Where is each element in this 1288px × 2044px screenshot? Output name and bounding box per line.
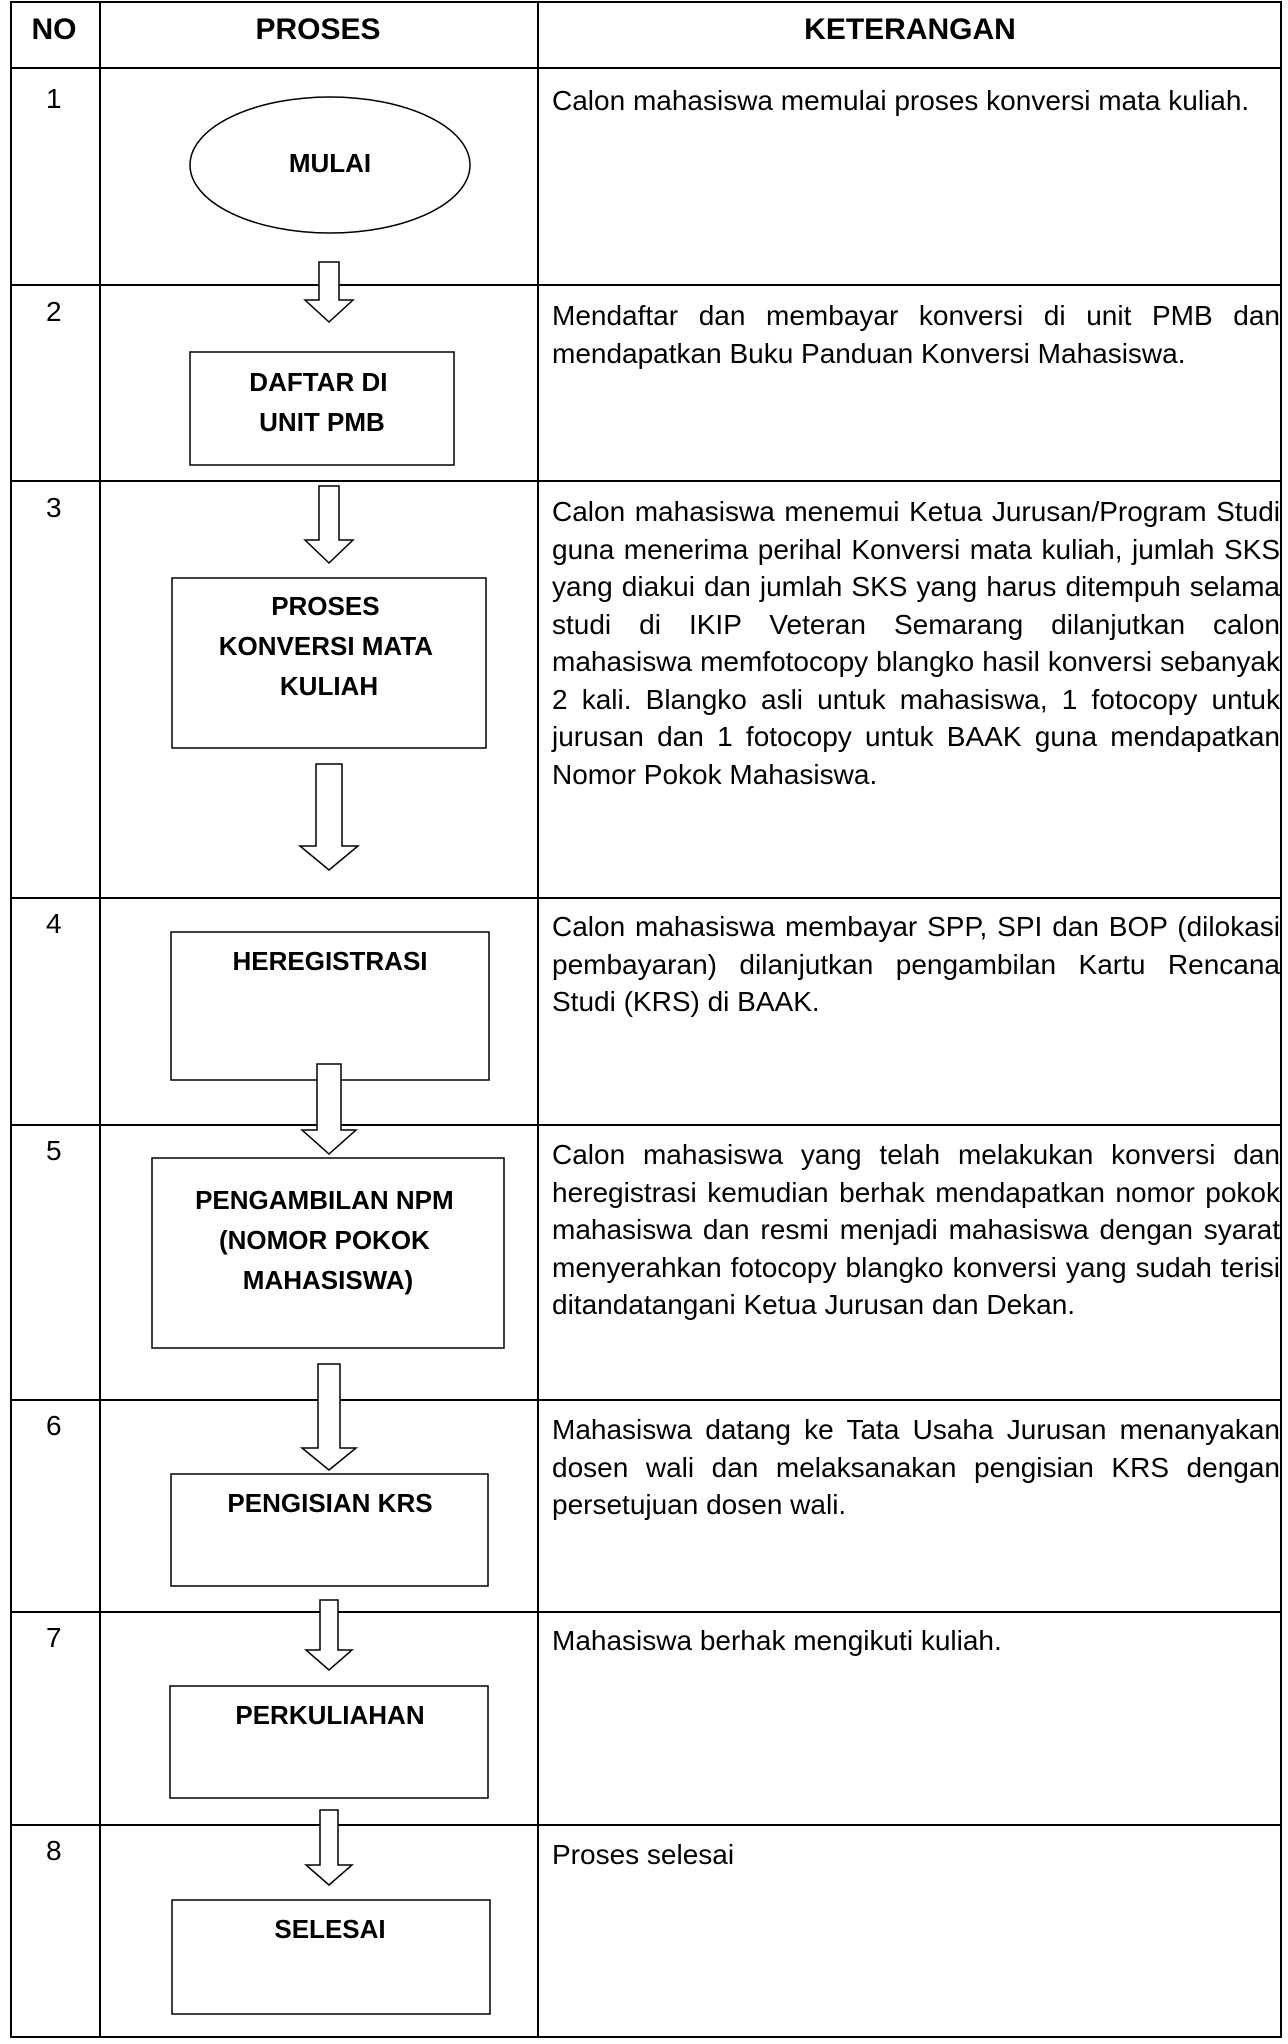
description-text: Mahasiswa berhak mengikuti kuliah.	[552, 1625, 1002, 1656]
step-description	[552, 297, 1280, 372]
header-no: NO	[31, 13, 77, 46]
description-text: Mendaftar dan membayar konversi di unit PMB dan mendapatkan Buku Panduan Konversi Mahasiswa.	[552, 300, 1280, 369]
label-line: PENGISIAN KRS	[227, 1488, 433, 1518]
down-arrow	[306, 1810, 352, 1885]
label-selesai	[274, 1914, 385, 1944]
step-number: 6	[46, 1410, 62, 1441]
label-line: SELESAI	[274, 1914, 386, 1944]
label-line: KONVERSI MATA	[218, 631, 433, 661]
label-line: PENGAMBILAN NPM	[195, 1185, 454, 1215]
step-number: 3	[46, 492, 62, 523]
down-arrow	[305, 486, 353, 563]
step-description	[552, 1836, 1280, 1874]
label-line: HEREGISTRASI	[232, 946, 428, 976]
down-arrow	[300, 764, 358, 870]
label-pengisian-krs	[227, 1488, 432, 1518]
step-number: 7	[46, 1622, 62, 1653]
description-text: Mahasiswa datang ke Tata Usaha Jurusan menanyakan dosen wali dan melaksanakan pengisian KRS dengan persetujuan dosen wali.	[552, 1414, 1280, 1520]
step-description	[552, 1411, 1280, 1524]
label-line: MAHASISWA)	[242, 1265, 414, 1295]
step-number: 8	[46, 1835, 62, 1866]
step-number: 1	[46, 83, 62, 114]
description-text: Calon mahasiswa menemui Ketua Jurusan/Program Studi guna menerima perihal Konversi mata kuliah, jumlah SKS yang diakui dan jumlah SKS yang harus ditempuh selama studi di IKIP Veteran Semarang dilanjutkan calon mahasiswa memfotocopy blangko hasil konversi sebanyak 2 kali. Blangko asli untuk mahasiswa, 1 fotocopy untuk jurusan dan 1 fotocopy untuk BAAK guna mendapatkan Nomor Pokok Mahasiswa.	[552, 496, 1280, 790]
down-arrow	[305, 262, 353, 322]
step-number: 2	[46, 296, 62, 327]
label-heregistrasi	[232, 946, 427, 976]
label-line: MULAI	[288, 148, 372, 178]
label-perkuliahan	[235, 1700, 424, 1730]
step-description	[552, 1622, 1280, 1660]
down-arrow	[302, 1364, 356, 1470]
description-text: Calon mahasiswa membayar SPP, SPI dan BOP (dilokasi pembayaran) dilanjutkan pengambilan Kartu Rencana Studi (KRS) di BAAK.	[552, 911, 1280, 1017]
step-number: 5	[46, 1135, 62, 1166]
label-line: DAFTAR DI	[249, 367, 388, 397]
step-description	[552, 908, 1280, 1021]
label-line: PROSES	[271, 591, 380, 621]
down-arrow	[306, 1600, 352, 1670]
description-text: Calon mahasiswa yang telah melakukan konversi dan heregistrasi kemudian berhak mendapatkan nomor pokok mahasiswa dan resmi menjadi mahasiswa dengan syarat menyerahkan fotocopy blangko konversi yang sudah terisi ditandatangani Ketua Jurusan dan Dekan.	[552, 1139, 1280, 1320]
header-keterangan: KETERANGAN	[804, 13, 1016, 46]
label-line: (NOMOR POKOK	[218, 1225, 430, 1255]
step-description	[552, 493, 1280, 793]
header-proses: PROSES	[255, 13, 381, 46]
step-description	[552, 82, 1280, 120]
label-mulai	[289, 148, 371, 178]
step-description	[552, 1136, 1280, 1324]
label-line: KULIAH	[279, 671, 379, 701]
label-line: PERKULIAHAN	[235, 1700, 425, 1730]
description-text: Proses selesai	[552, 1839, 735, 1870]
label-line: UNIT PMB	[259, 407, 385, 437]
description-text: Calon mahasiswa memulai proses konversi mata kuliah.	[552, 85, 1250, 116]
step-number: 4	[46, 908, 62, 939]
